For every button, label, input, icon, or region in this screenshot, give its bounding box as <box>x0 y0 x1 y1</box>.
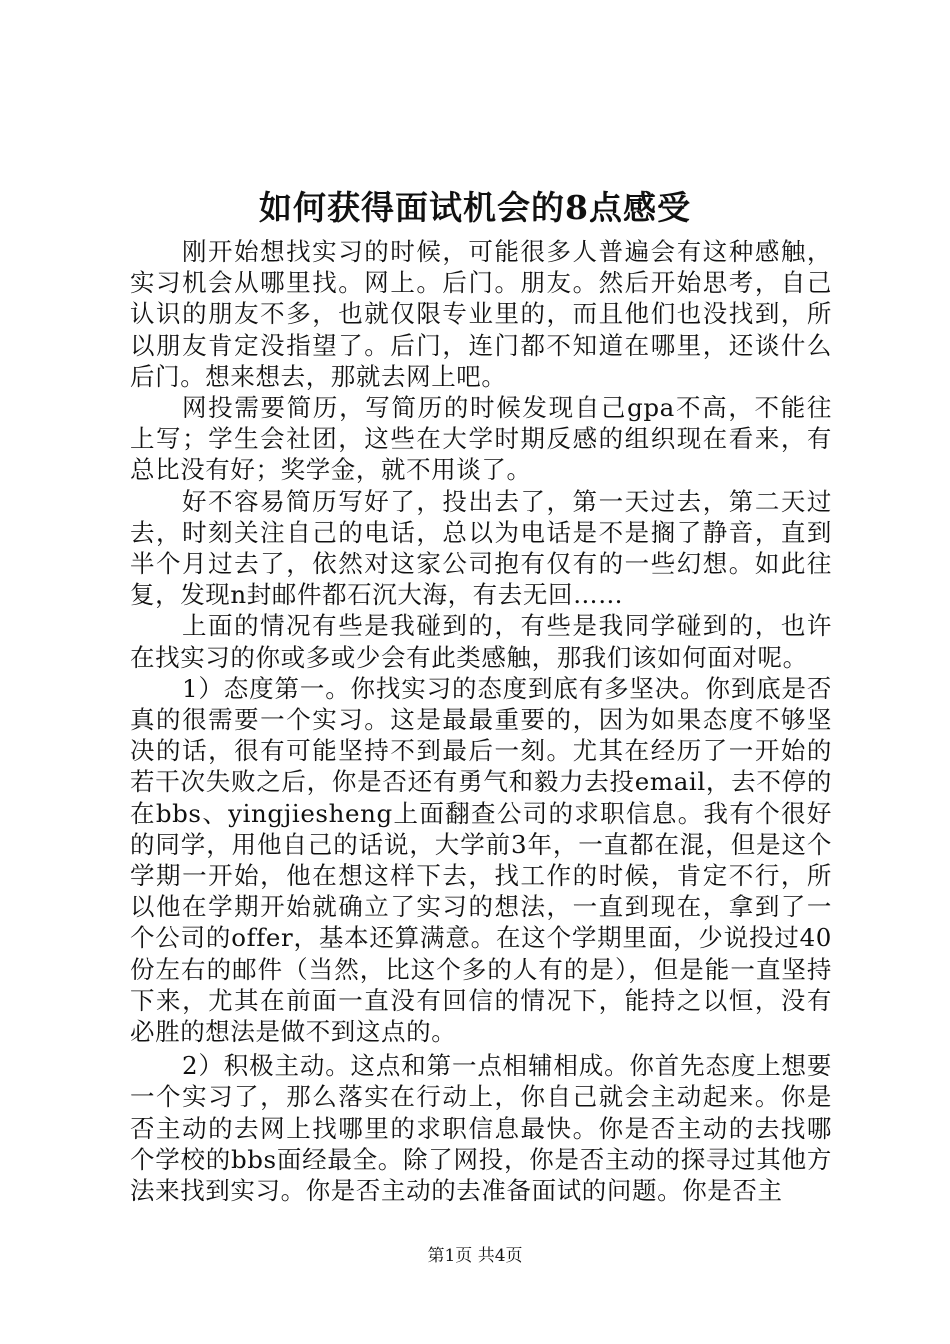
page-title: 如何获得面试机会的8点感受 <box>259 188 691 227</box>
paragraph-point-1: 1）态度第一。你找实习的态度到底有多坚决。你到底是否真的很需要一个实习。这是最最重要的，因为如果态度不够坚决的话，很有可能坚持不到最后一刻。尤其在经历了一开始的若干次失败之后，你是否还有勇气和毅力去投email，去不停的在bbs、yingjiesheng上面翻查公司的求职信息。我有个很好的同学，用他自己的话说，大学前3年，一直都在混，但是这个学期一开始，他在想这样下去，找工作的时候，肯定不行，所以他在学期开始就确立了实习的想法，一直到现在，拿到了一个公司的offer，基本还算满意。在这个学期里面，少说投过40份左右的邮件（当然，比这个多的人有的是），但是能一直坚持下来，尤其在前面一直没有回信的情况下，能持之以恒，没有必胜的想法是做不到这点的。 <box>130 673 832 1047</box>
paragraph-resume: 网投需要简历，写简历的时候发现自己gpa不高，不能往上写；学生会社团，这些在大学时期反感的组织现在看来，有总比没有好；奖学金，就不用谈了。 <box>130 393 832 485</box>
article-body <box>130 236 832 1206</box>
paragraph-waiting: 好不容易简历写好了，投出去了，第一天过去，第二天过去，时刻关注自己的电话，总以为电话是不是搁了静音，直到半个月过去了，依然对这家公司抱有仅有的一些幻想。如此往复，发现n封邮件都石沉大海，有去无回…… <box>130 486 832 610</box>
page-footer: 第1页 共4页 <box>427 1246 523 1266</box>
paragraph-point-2: 2）积极主动。这点和第一点相辅相成。你首先态度上想要一个实习了，那么落实在行动上，你自己就会主动起来。你是否主动的去网上找哪里的求职信息最快。你是否主动的去找哪个学校的bbs面经最全。除了网投，你是否主动的探寻过其他方法来找到实习。你是否主动的去准备面试的问题。你是否主 <box>130 1051 832 1206</box>
paragraph-question: 上面的情况有些是我碰到的，有些是我同学碰到的，也许在找实习的你或多或少会有此类感触，那我们该如何面对呢。 <box>130 611 832 672</box>
paragraph-intro: 刚开始想找实习的时候，可能很多人普遍会有这种感触，实习机会从哪里找。网上。后门。朋友。然后开始思考，自己认识的朋友不多，也就仅限专业里的，而且他们也没找到，所以朋友肯定没指望了。后门，连门都不知道在哪里，还谈什么后门。想来想去，那就去网上吧。 <box>130 237 832 391</box>
